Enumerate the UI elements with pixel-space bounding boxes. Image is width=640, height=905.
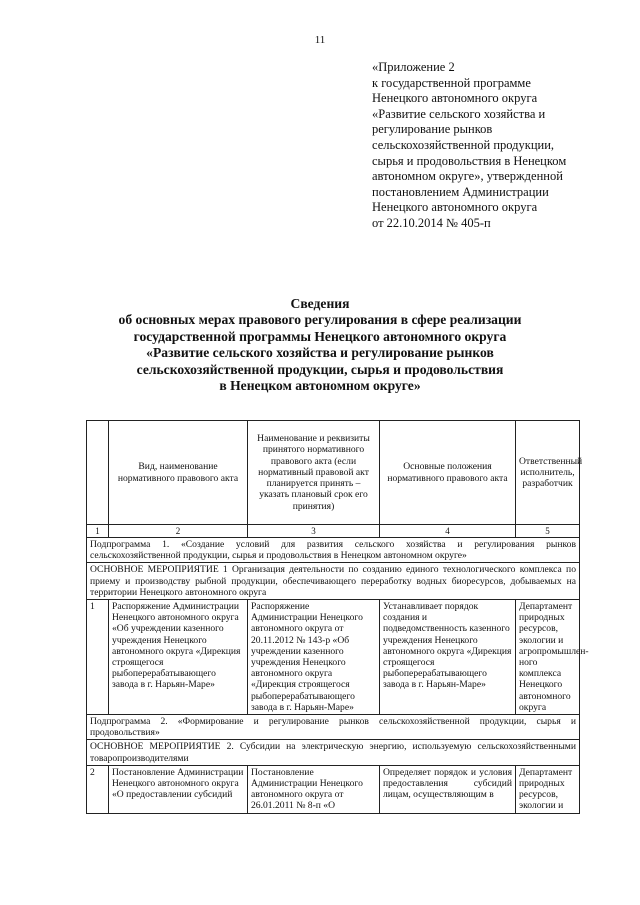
column-number: 4 [380,525,516,538]
subprogram-row [87,715,580,740]
title-line: сельскохозяйственной продукции, сырья и продовольствия [136,361,504,377]
subprogram-row [87,538,580,563]
measure-row [87,563,580,600]
appendix-line: «Приложение 2 [372,60,455,74]
header-cell: Наименование и реквизиты принятого нормативного правового акта (если нормативный правовой акт планируется принять – указать плановый срок его принятия) [248,421,380,525]
header-cell: Ответственный исполнитель, разработчик [516,421,580,525]
act-type-cell: Распоряжение Администрации Ненецкого автономного округа «Об учреждении казенного учреждения Ненецкого автономного округа «Дирекция строящегося рыбоперерабатывающего завода в г. Нарьян-Маре» [109,600,248,715]
appendix-line: Ненецкого автономного округа [372,200,538,215]
appendix-line: к государственной программе [372,75,531,90]
regulation-table [86,420,589,814]
page-number: 11 [314,34,326,46]
column-number: 2 [109,525,248,538]
act-provisions-cell: Устанавливает порядок создания и подведомственность казенного учреждения Ненецкого автономного округа «Дирекция строящегося рыбоперерабатывающего завода в г. Нарьян-Маре» [380,600,516,715]
main-measure-2: ОСНОВНОЕ МЕРОПРИЯТИЕ 2. Субсидии на электрическую энергию, используемую сельскохозяйственными товаропроизводителями [87,740,580,765]
executor-cell: Департамент природных ресурсов, экологии и агропромышлен-ного комплекса Ненецкого автономного округа [516,600,580,715]
act-type-cell: Постановление Администрации Ненецкого автономного округа «О предоставлении субсидий [109,765,248,813]
table-header-row [87,421,580,525]
appendix-line: от 22.10.2014 № 405-п [372,215,491,230]
subprogram-1: Подпрограмма 1. «Создание условий для развития сельского хозяйства и регулирования рынков сельскохозяйственной продукции, сырья и продовольствия в Ненецком автономном округе» [87,538,580,563]
column-number: 5 [516,525,580,538]
table-row [87,600,580,715]
act-provisions-cell: Определяет порядок и условия предоставления субсидий лицам, осуществляющим в [380,765,516,813]
act-details-cell: Постановление Администрации Ненецкого автономного округа от 26.01.2011 № 8-п «О [248,765,380,813]
title-line: государственной программы Ненецкого автономного округа [133,328,507,344]
appendix-line: автономном округе», утвержденной [372,169,563,184]
column-number: 3 [248,525,380,538]
appendix-line: постановлением Администрации [372,184,549,199]
appendix-block [372,60,612,232]
subprogram-2: Подпрограмма 2. «Формирование и регулирование рынков сельскохозяйственной продукции, сырья и продовольствия» [87,715,580,740]
column-number: 1 [87,525,109,538]
executor-cell: Департамент природных ресурсов, экологии и [516,765,580,813]
row-number: 1 [87,600,109,715]
act-details-cell: Распоряжение Администрации Ненецкого автономного округа от 20.11.2012 № 143-р «Об учреждении казенного учреждения Ненецкого автономного округа «Дирекция строящегося рыбоперерабатывающего завода в г. Нарьян-Маре» [248,600,380,715]
title-line: «Развитие сельского хозяйства и регулирование рынков [146,345,494,361]
title-line: Сведения [290,296,350,311]
appendix-line: «Развитие сельского хозяйства и [372,106,546,121]
appendix-line: сырья и продовольствия в Ненецком [372,153,567,168]
appendix-line: Ненецкого автономного округа [372,91,538,106]
document-title [60,296,580,394]
header-cell: Вид, наименование нормативного правового акта [109,421,248,525]
appendix-line: регулирование рынков [372,122,493,137]
header-cell [87,421,109,525]
measure-row [87,740,580,765]
main-measure-1: ОСНОВНОЕ МЕРОПРИЯТИЕ 1 Организация деятельности по созданию единого технологического комплекса по приему и производству рыбной продукции, обеспечивающего переработку водных биоресурсов, добываемых на территории Ненецкого автономного округа [87,563,580,600]
column-number-row [87,525,580,538]
header-cell: Основные положения нормативного правового акта [380,421,516,525]
row-number: 2 [87,765,109,813]
table-row [87,765,580,813]
appendix-line: сельскохозяйственной продукции, [372,137,555,152]
title-line: об основных мерах правового регулирования в сфере реализации [118,312,522,328]
title-line: в Ненецком автономном округе» [219,378,421,394]
